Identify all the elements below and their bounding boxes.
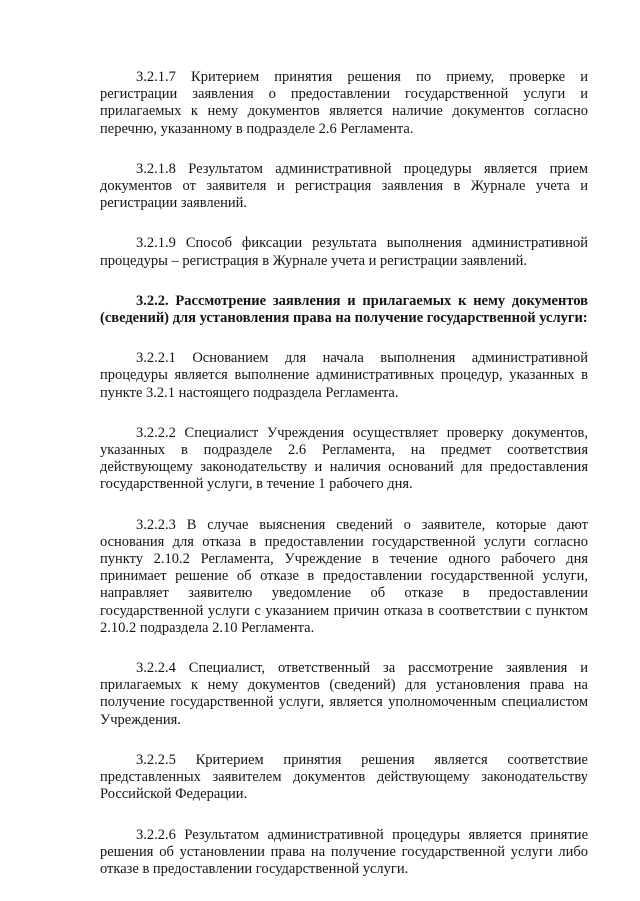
paragraph-3-2-2-6: 3.2.2.6 Результатом административной процедуры является принятие решения об установлении права на получение государственной услуги либо отказе в предоставлении государственной услуги. — [100, 826, 588, 877]
document-page — [100, 69, 588, 901]
section-heading-3-2-2: 3.2.2. Рассмотрение заявления и прилагаемых к нему документов (сведений) для установления права на получение государственной услуги: — [100, 292, 588, 327]
paragraph-3-2-1-8: 3.2.1.8 Результатом административной процедуры является прием документов от заявителя и регистрация заявления в Журнале учета и регистрации заявлений. — [100, 160, 588, 212]
paragraph-3-2-2-1: 3.2.2.1 Основанием для начала выполнения административной процедуры является выполнение административных процедур, указанных в пункте 3.2.1 настоящего подраздела Регламента. — [100, 350, 588, 401]
paragraph-3-2-2-3: 3.2.2.3 В случае выяснения сведений о заявителе, которые дают основания для отказа в предоставлении государственной услуги согласно пункту 2.10.2 Регламента, Учреждение в течение одного рабочего дня принимает решение об отказе в предоставлении государственной услуги, направляет заявителю уведомление об отказе в предоставлении государственной услуги с указанием причин отказа в соответствии с пунктом 2.10.2 подраздела 2.10 Регламента. — [100, 516, 588, 636]
paragraph-3-2-2-5: 3.2.2.5 Критерием принятия решения является соответствие представленных заявителем документов действующему законодательству Российской Федерации. — [100, 751, 588, 803]
paragraph-3-2-1-9: 3.2.1.9 Способ фиксации результата выполнения административной процедуры – регистрация в Журнале учета и регистрации заявлений. — [100, 235, 588, 269]
paragraph-3-2-2-2: 3.2.2.2 Специалист Учреждения осуществляет проверку документов, указанных в подразделе 2.6 Регламента, на предмет соответствия действующему законодательству и наличия оснований для предоставления государственной услуги, в течение 1 рабочего дня. — [100, 424, 588, 493]
paragraph-3-2-2-4: 3.2.2.4 Специалист, ответственный за рассмотрение заявления и прилагаемых к нему документов (сведений) для установления права на получение государственной услуги, является уполномоченным специалистом Учреждения. — [100, 660, 588, 728]
paragraph-3-2-1-7: 3.2.1.7 Критерием принятия решения по приему, проверке и регистрации заявления о предоставлении государственной услуги и прилагаемых к нему документов является наличие документов согласно перечню, указанному в подразделе 2.6 Регламента. — [100, 69, 588, 137]
